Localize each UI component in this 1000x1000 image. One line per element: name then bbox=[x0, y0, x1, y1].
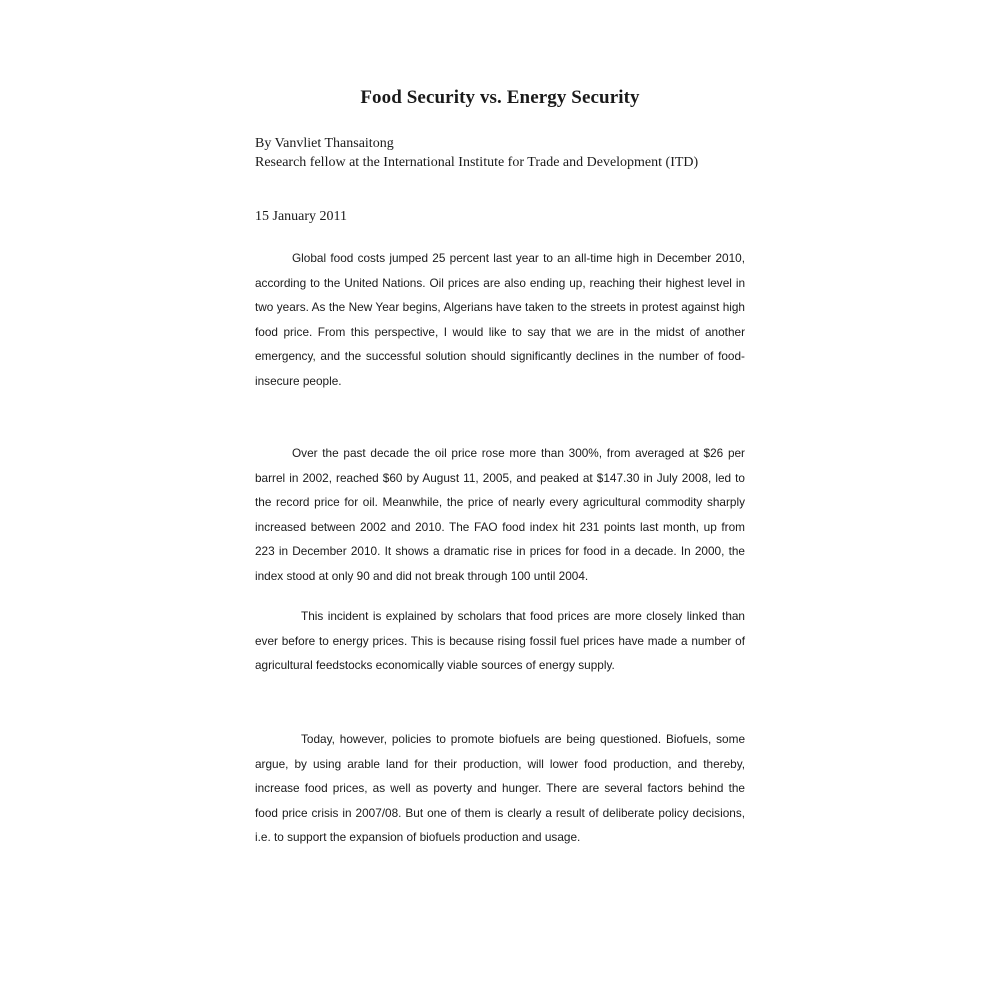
paragraph-2: Over the past decade the oil price rose more than 300%, from averaged at $26 per barrel in 2002, reached $60 by August 11, 2005, and peaked at $147.30 in July 2008, led to the record price for oil. Meanwhile, the price of nearly every agricultural commodity sharply increased between 2002 and 2010. The FAO food index hit 231 points last month, up from 223 in December 2010. It shows a dramatic rise in prices for food in a decade. In 2000, the index stood at only 90 and did not break through 100 until 2004. bbox=[255, 446, 745, 583]
paragraph-1: Global food costs jumped 25 percent last year to an all-time high in December 2010, according to the United Nations. Oil prices are also ending up, reaching their highest level in two years. As the New Year begins, Algerians have taken to the streets in protest against high food price. From this perspective, I would like to say that we are in the midst of another emergency, and the successful solution should significantly declines in the number of food-insecure people. bbox=[255, 251, 745, 388]
document-title: Food Security vs. Energy Security bbox=[360, 87, 640, 108]
author-line: By Vanvliet Thansaitong bbox=[255, 136, 394, 151]
author-affiliation: Research fellow at the International Institute for Trade and Development (ITD) bbox=[255, 155, 699, 170]
publication-date: 15 January 2011 bbox=[255, 209, 348, 224]
paragraph-3: This incident is explained by scholars that food prices are more closely linked than ever before to energy prices. This is because rising fossil fuel prices have made a number of agricultural feedstocks economically viable sources of energy supply. bbox=[255, 609, 745, 672]
byline-block bbox=[255, 134, 755, 172]
paragraph-4: Today, however, policies to promote biofuels are being questioned. Biofuels, some argue, by using arable land for their production, will lower food production, and thereby, increase food prices, as well as poverty and hunger. There are several factors behind the food price crisis in 2007/08. But one of them is clearly a result of deliberate policy decisions, i.e. to support the expansion of biofuels production and usage. bbox=[255, 732, 745, 844]
